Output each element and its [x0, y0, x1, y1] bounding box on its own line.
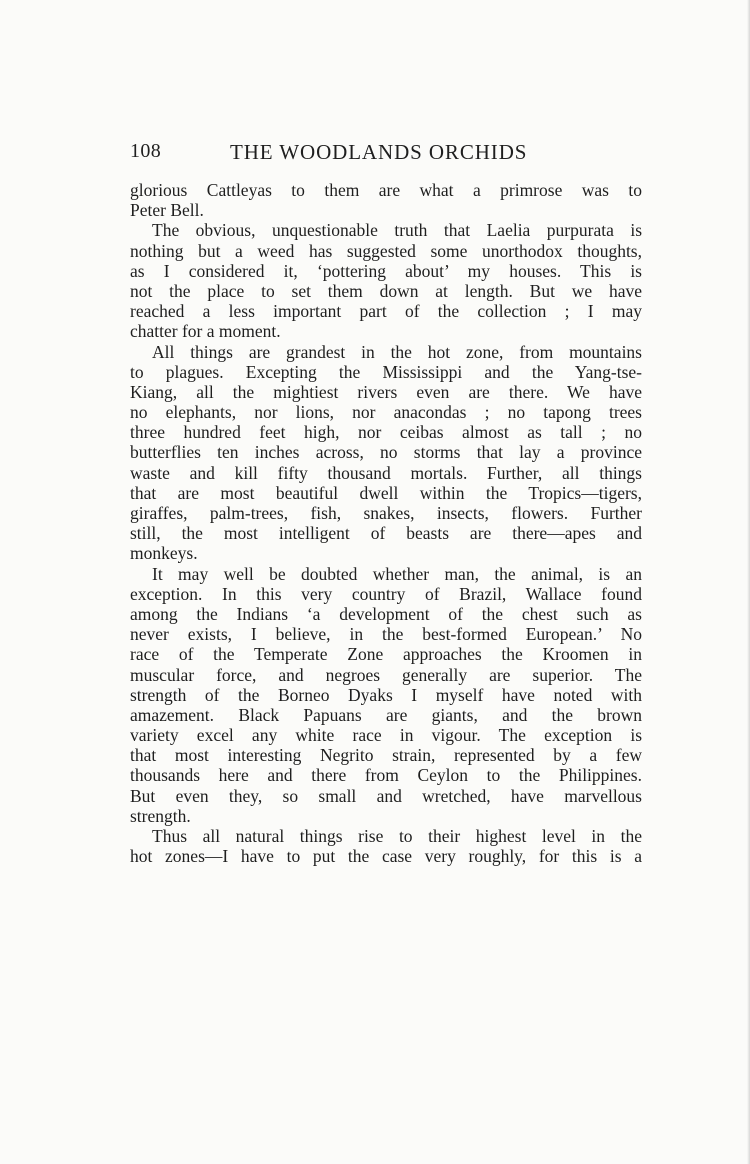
text-line: as I considered it, ‘pottering about’ my houses. This is [130, 260, 642, 281]
text-line: thousands here and there from Ceylon to the Philippines. [130, 765, 642, 786]
text-line: not the place to set them down at length. But we have [130, 280, 642, 301]
text-line: giraffes, palm-trees, fish, snakes, insects, flowers. Further [130, 503, 642, 523]
text-line: variety excel any white race in vigour. The exception is [130, 725, 642, 746]
text-line: The obvious, unquestionable truth that Laelia purpurata is [152, 220, 642, 241]
text-line: among the Indians ‘a development of the chest such as [130, 603, 642, 624]
text-line: still, the most intelligent of beasts are there—apes and [130, 523, 642, 544]
text-line: chatter for a moment. [130, 321, 281, 342]
text-line: race of the Temperate Zone approaches the Kroomen in [130, 644, 642, 665]
text-line: Thus all natural things rise to their highest level in the [152, 826, 642, 846]
text-line: nothing but a weed has suggested some unorthodox thoughts, [130, 240, 642, 261]
text-line: exception. In this very country of Brazil, Wallace found [130, 583, 642, 604]
running-head: THE WOODLANDS ORCHIDS [230, 140, 528, 164]
text-line: three hundred feet high, nor ceibas almost as tall ; no [130, 422, 642, 443]
text-line: that are most beautiful dwell within the Tropics—tigers, [130, 482, 642, 503]
text-line: muscular force, and negroes generally are superior. The [130, 664, 642, 685]
text-line: Kiang, all the mightiest rivers even are there. We have [130, 381, 642, 402]
text-line: glorious Cattleyas to them are what a primrose was to [130, 180, 642, 200]
text-line: monkeys. [130, 543, 198, 564]
text-line: reached a less important part of the collection ; I may [130, 301, 642, 322]
text-line: that most interesting Negrito strain, represented by a few [130, 745, 642, 766]
text-line: It may well be doubted whether man, the animal, is an [152, 563, 642, 584]
body-text [130, 180, 642, 866]
text-line: strength of the Borneo Dyaks I myself have noted with [130, 684, 642, 705]
text-line: amazement. Black Papuans are giants, and the brown [130, 704, 642, 725]
text-line: to plagues. Excepting the Mississippi and the Yang-tse- [130, 361, 642, 382]
page-header [130, 140, 642, 170]
text-line: never exists, I believe, in the best-formed European.’ No [130, 624, 642, 645]
text-line: strength. [130, 805, 191, 826]
text-line: Peter Bell. [130, 200, 204, 221]
text-line: But even they, so small and wretched, have marvellous [130, 785, 642, 806]
text-line: butterflies ten inches across, no storms that lay a province [130, 442, 642, 463]
text-line: hot zones—I have to put the case very roughly, for this is a [130, 846, 642, 867]
page-number: 108 [130, 140, 162, 162]
text-line: waste and kill fifty thousand mortals. Further, all things [130, 462, 642, 483]
text-line: All things are grandest in the hot zone, from mountains [152, 341, 642, 362]
text-line: no elephants, nor lions, nor anacondas ; no tapong trees [130, 402, 642, 423]
